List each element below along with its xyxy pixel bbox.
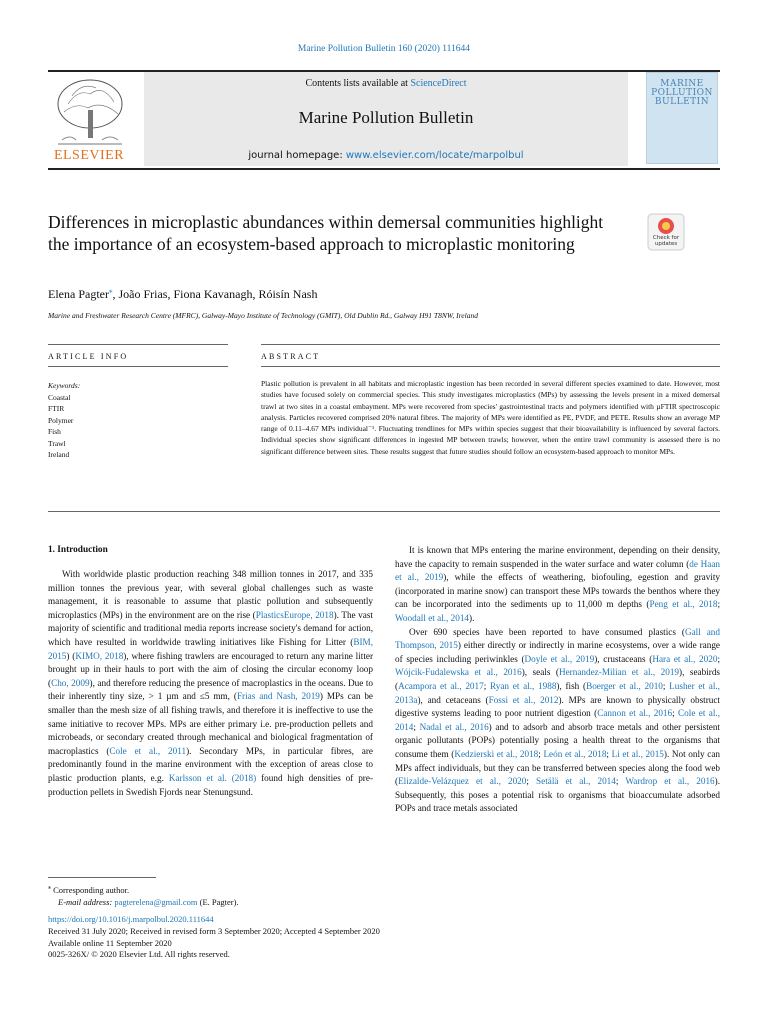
keyword-item: Fish [48, 427, 61, 436]
other-authors: , João Frias, Fiona Kavanagh, Róisín Nash [112, 287, 318, 301]
journal-name: Marine Pollution Bulletin [298, 108, 474, 127]
reference-link[interactable]: Hara et al., 2020 [652, 653, 718, 664]
article-title: Differences in microplastic abundances within demersal communities highlight the importance of an ecosystem-based approach to microplastic monitoring [48, 212, 604, 254]
publication-info [48, 914, 648, 961]
reference-link[interactable]: Lusher et al., 2013a [395, 680, 720, 705]
reference-link[interactable]: Li et al., 2015 [611, 748, 664, 759]
article-info-sub-rule [48, 366, 228, 367]
reference-link[interactable]: Karlsson et al. (2018) [168, 772, 257, 783]
keyword-item: FTIR [48, 404, 65, 413]
journal-citation[interactable]: Marine Pollution Bulletin 160 (2020) 111644 [297, 44, 471, 54]
reference-link[interactable]: BIM, 2015 [48, 636, 373, 661]
abstract-sub-rule [261, 366, 720, 367]
reference-link[interactable]: Hernandez-Milian et al., 2019 [558, 667, 680, 678]
reference-link[interactable]: Peng et al., 2018 [649, 599, 718, 610]
corresponding-author-note [48, 882, 548, 896]
journal-cover-title: MARINE POLLUTION BULLETIN [651, 79, 713, 107]
abstract-body: Plastic pollution is prevalent in all habitats and microplastic ingestion has been recorded in several different species examined to date. However, most studies have focused solely on commercial species. This study investigates microplastics (MPs) by assessing the levels present in a mixed demersal trawl at two sites in a coastal embayment. MPs were recovered from species' gastrointestinal tracts and polymers identified with µFTIR spectroscopic analysis. Particles recovered comprised 20% natural fibres. The majority of MPs were identified as PE, PVDF, and PETE. Results show an average MP range of 0.11–4.67 MPs individual⁻¹. Fluctuating trendlines for MPs within species suggest that their bioavailability is influenced by several factors. Individual species show significant differences in ingested MP between trawls; however, when the entire trawl community is assessed there is no significant difference between sites. These results suggest that future studies should follow an ecosystem-based approach to monitor MPs. [261, 379, 720, 456]
reference-link[interactable]: Cole et al., 2014 [395, 708, 720, 732]
reference-link[interactable]: Cho, 2009 [51, 677, 90, 688]
homepage-link[interactable]: www.elsevier.com/locate/marpolbul [345, 150, 524, 161]
author-email-link[interactable]: pagterelena@gmail.com [114, 897, 198, 908]
footnote-mark: ⁎ [48, 885, 51, 891]
footnotes [48, 882, 548, 908]
corresponding-author-label: Corresponding author. [51, 884, 130, 895]
header-bottom-rule [48, 168, 720, 170]
reference-link[interactable]: Frias and Nash, 2019 [236, 691, 320, 702]
reference-link[interactable]: Elizalde-Velázquez et al., 2020 [398, 776, 527, 787]
reference-link[interactable]: Wardrop et al., 2016 [625, 776, 715, 787]
keywords-label: Keywords: [48, 381, 81, 390]
reference-link[interactable]: León et al., 2018 [543, 748, 607, 759]
email-label: E-mail address: [58, 897, 115, 908]
reference-link[interactable]: PlasticsEurope, 2018 [255, 609, 334, 620]
reference-link[interactable]: Ryan et al., 1988 [490, 680, 557, 691]
intro-left-column [48, 568, 373, 799]
abstract-heading: ABSTRACT [261, 352, 321, 361]
reference-link[interactable]: Kedzierski et al., 2018 [454, 748, 539, 759]
reference-link[interactable]: Nadal et al., 2016 [419, 721, 489, 732]
contents-prefix: Contents lists available at [305, 78, 411, 89]
first-author[interactable]: Elena Pagter [48, 287, 109, 301]
author-affiliation: Marine and Freshwater Research Centre (MFRC), Galway-Mayo Institute of Technology (GMIT), Old Dublin Rd., Galway H91 T8NW, Ireland [48, 311, 478, 320]
reference-link[interactable]: de Haan et al., 2019 [395, 558, 720, 583]
reference-link[interactable]: Acampora et al., 2017 [398, 680, 484, 691]
introduction-heading: 1. Introduction [48, 545, 108, 555]
keyword-item: Trawl [48, 438, 66, 448]
email-note [48, 896, 548, 908]
article-info-top-rule [48, 344, 228, 345]
reference-link[interactable]: Boerger et al., 2010 [586, 680, 663, 691]
corresponding-author-mark[interactable]: ⁎ [108, 287, 113, 295]
check-for-updates-label: Check for updates [652, 235, 680, 247]
reference-link[interactable]: Gall and Thompson, 2015 [395, 626, 720, 651]
abstract-top-rule [261, 344, 720, 345]
contents-availability [144, 78, 628, 89]
keyword-item: Coastal [48, 392, 71, 402]
sciencedirect-link[interactable]: ScienceDirect [410, 78, 467, 89]
reference-link[interactable]: Woodall et al., 2014 [395, 612, 470, 623]
email-suffix: (E. Pagter). [197, 897, 239, 908]
footnote-rule [48, 877, 156, 878]
keyword-item: Polymer [48, 415, 74, 425]
reference-link[interactable]: Cole et al., 2011 [109, 745, 187, 756]
doi-link[interactable]: https://doi.org/10.1016/j.marpolbul.2020.111644 [48, 914, 214, 924]
keyword-item: Ireland [48, 450, 70, 459]
reference-link[interactable]: Doyle et al., 2019 [524, 653, 595, 664]
intro-right-column [395, 544, 720, 816]
journal-homepage [144, 150, 628, 161]
reference-link[interactable]: Setälä et al., 2014 [536, 776, 616, 787]
reference-link[interactable]: Fossi et al., 2012 [488, 694, 559, 705]
author-list [48, 287, 648, 302]
article-info-heading: ARTICLE INFO [48, 352, 129, 361]
reference-link[interactable]: Cannon et al., 2016 [597, 708, 673, 719]
publisher-logo-text: ELSEVIER [53, 148, 125, 163]
copyright: 0025-326X/ © 2020 Elsevier Ltd. All rights reserved. [48, 949, 230, 960]
intro-paragraph: It is known that MPs entering the marine environment, depending on their density, have the capacity to remain suspended in the water surface and water column (de Haan et al., 2019), while the effects of weathering, biofouling, egestion and gravity (incorporated in marine snow) can transport these MPs towards the benthos where they can be incorporated into the sediments up to 11,000 m depths (Peng et al., 2018; Woodall et al., 2014). [395, 545, 721, 623]
online-date: Available online 11 September 2020 [48, 937, 172, 948]
reference-link[interactable]: KIMO, 2018 [75, 650, 124, 661]
keywords-list [48, 380, 228, 461]
reference-link[interactable]: Wójcik-Fudalewska et al., 2016 [395, 667, 522, 678]
intro-paragraph: Over 690 species have been reported to have consumed plastics (Gall and Thompson, 2015) either directly or indirectly in marine ecosystems, over a wide range of species including periwinkles (Doyle et al., 2019), crustaceans (Hara et al., 2020; Wójcik-Fudalewska et al., 2016), seals (Hernandez-Milian et al., 2019), seabirds (Acampora et al., 2017; Ryan et al., 1988), fish (Boerger et al., 2010; Lusher et al., 2013a), and cetaceans (Fossi et al., 2012). MPs are known to physically obstruct digestive systems leading to poor nutrient digestion (Cannon et al., 2016; Cole et al., 2014; Nadal et al., 2016) and to adsorb and absorb trace metals and other persistent organic pollutants (POPs) potentially posing a health threat to the organisms that consume them (Kedzierski et al., 2018; León et al., 2018; Li et al., 2015). Not only can MPs affect individuals, but they can be transferred between species along the food web (Elizalde-Velázquez et al., 2020; Setälä et al., 2014; Wardrop et al., 2016). Subsequently, this poses a potential risk to organisms that bioaccumulate adsorbed POPs and trace metals associated [395, 626, 720, 814]
abstract-bottom-rule [48, 511, 720, 512]
homepage-prefix: journal homepage: [248, 150, 346, 161]
received-dates: Received 31 July 2020; Received in revised form 3 September 2020; Accepted 4 September 2020 [48, 925, 380, 936]
intro-paragraph: With worldwide plastic production reaching 348 million tonnes in 2017, and 335 million tonnes the previous year, with several global challenges such as waste management, it is reasonable to assume that plastic pollution and subsequently microplastics (MPs) in the environment are on the rise (PlasticsEurope, 2018). The vast majority of scientific and traditional media reports increase society's demand for action, which have resulted in worldwide trawling initiatives like Fishing for Litter (BIM, 2015) (KIMO, 2018), where fishing trawlers are encouraged to return any marine litter brought up in their hauls to port with the aim of closing the circular economy loop (Cho, 2009), and therefore reducing the presence of macroplastics in the oceans. Due to their inherently tiny size, > 1 µm and ≤5 mm, (Frias and Nash, 2019) MPs can be smaller than the mesh size of all fishing trawls, and therefore it is ineffective to use the same initiative to recover MPs. MPs are either primary i.e. pre-production pellets and microbeads, or secondary created through mechanical and biological fragmentation of macroplastics (Cole et al., 2011). Secondary MPs, in particular fibres, are predominantly found in the marine environment with the exception of areas close to plastic production plants, e.g. Karlsson et al. (2018) found high densities of pre-production pellets in Swedish Fjords near Stenungsund. [48, 569, 374, 797]
